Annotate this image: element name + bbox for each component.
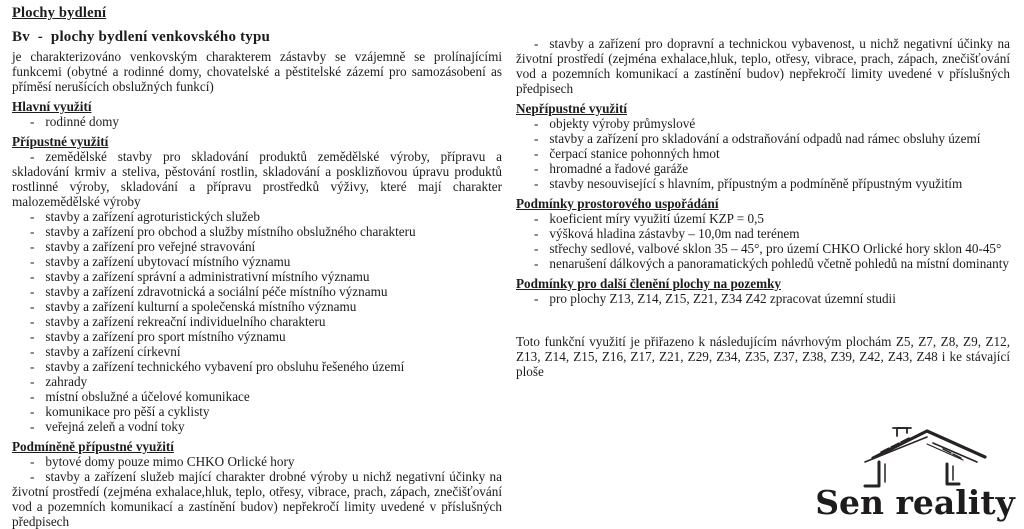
heading-nepripustne-vyuziti: Nepřípustné využití xyxy=(516,101,627,116)
list-item-nepripustne-0: - objekty výroby průmyslové xyxy=(516,116,1010,131)
list-item-podminky-prostor-2: - střechy sedlové, valbové sklon 35 – 45°, pro území CHKO Orlické hory sklon 40-45° xyxy=(516,241,1010,256)
heading-pripustne-vyuziti: Přípustné využití xyxy=(12,134,109,149)
list-item-pripustne-3: - stavby a zařízení pro veřejné stravování xyxy=(12,239,502,254)
list-item-pripustne-5: - stavby a zařízení správní a administrativní místního významu xyxy=(12,269,502,284)
list-item-nepripustne-1: - stavby a zařízení pro skladování a odstraňování odpadů nad rámec obsluhy území xyxy=(516,131,1010,146)
heading-hlavni-vyuziti: Hlavní využití xyxy=(12,99,92,114)
list-item-podminky-prostor-0: - koeficient míry využití území KZP = 0,5 xyxy=(516,211,1010,226)
sen-reality-logo xyxy=(812,424,1018,524)
left-column xyxy=(12,0,502,529)
list-item-podminene-2: - stavby a zařízení pro dopravní a technickou vybavenost, u nichž negativní účinky na životní prostředí (zejména exhalace,hluk, teplo, otřesy, vibrace, prach, zápach, znečišťování vod a pozemních komunikací a zastínění budov) nepřekročí limity uvedené v příslušných předpisech xyxy=(516,36,1010,96)
list-item-pripustne-7: - stavby a zařízení kulturní a společenská místního významu xyxy=(12,299,502,314)
list-item-pripustne-2: - stavby a zařízení pro obchod a služby místního obslužného charakteru xyxy=(12,224,502,239)
list-item-hlavni-0: - rodinné domy xyxy=(12,114,502,129)
intro-paragraph: je charakterizováno venkovským charakterem zástavby se vzájemně se prolínajícími funkcemi (obytné a rodinné domy, chovatelské a pěstitelské zázemí pro samozásobení as příměsí nerušících obslužných funkcí) xyxy=(12,49,502,94)
list-item-nepripustne-4: - stavby nesouvisející s hlavním, přípustným a podmíněně přípustným využitím xyxy=(516,176,1010,191)
right-column xyxy=(516,0,1010,379)
list-item-podminky-prostor-3: - nenarušení dálkových a panoramatických pohledů včetně pohledů na místní dominanty xyxy=(516,256,1010,271)
list-item-pripustne-6: - stavby a zařízení zdravotnická a sociální péče místního významu xyxy=(12,284,502,299)
page-title: Plochy bydlení xyxy=(12,5,107,21)
list-item-pripustne-9: - stavby a zařízení pro sport místního významu xyxy=(12,329,502,344)
zone-code-title: Bv - plochy bydlení venkovského typu xyxy=(12,29,271,45)
closing-paragraph: Toto funkční využití je přiřazeno k následujícím návrhovým plochám Z5, Z7, Z8, Z9, Z12, Z13, Z14, Z15, Z16, Z17, Z21, Z29, Z34, Z35, Z37, Z38, Z39, Z42, Z43, Z48 i ke stávající ploše xyxy=(516,334,1010,379)
list-item-pripustne-1: - stavby a zařízení agroturistických služeb xyxy=(12,209,502,224)
list-item-pripustne-8: - stavby a zařízení rekreační individuelního charakteru xyxy=(12,314,502,329)
heading-podminene-pripustne-vyuziti: Podmíněně přípustné využití xyxy=(12,439,174,454)
list-item-nepripustne-3: - hromadné a řadové garáže xyxy=(516,161,1010,176)
list-item-podminene-1: - stavby a zařízení služeb mající charakter drobné výroby u nichž negativní účinky na životní prostředí (zejména exhalace,hluk, teplo, otřesy, vibrace, prach, zápach, znečišťování vod a pozemních komunikací a zastínění budov) nepřekročí limity uvedené v příslušných předpisech xyxy=(12,469,502,529)
list-item-nepripustne-2: - čerpací stanice pohonných hmot xyxy=(516,146,1010,161)
list-item-pripustne-12: - zahrady xyxy=(12,374,502,389)
logo-text: Sen reality xyxy=(815,483,1015,522)
heading-podminky-prostoroveho-usporadani: Podmínky prostorového uspořádání xyxy=(516,196,719,211)
list-item-pripustne-0: - zemědělské stavby pro skladování produktů zemědělské výroby, přípravu a skladování krmiv a steliva, pěstování rostlin, skladování a posklizňovou úpravu produktů rostlinné výroby, skladování a přípravu prostředků výživy, které mají charakter malozemědělské výroby xyxy=(12,149,502,209)
list-item-pripustne-14: - komunikace pro pěší a cyklisty xyxy=(12,404,502,419)
house-roof-icon xyxy=(835,424,995,492)
list-item-pripustne-4: - stavby a zařízení ubytovací místního významu xyxy=(12,254,502,269)
list-item-pripustne-13: - místní obslužné a účelové komunikace xyxy=(12,389,502,404)
list-item-podminene-0: - bytové domy pouze mimo CHKO Orlické hory xyxy=(12,454,502,469)
list-item-pripustne-10: - stavby a zařízení církevní xyxy=(12,344,502,359)
heading-podminky-cleneni-plochy: Podmínky pro další členění plochy na pozemky xyxy=(516,276,782,291)
list-item-podminky-prostor-1: - výšková hladina zástavby – 10,0m nad terénem xyxy=(516,226,1010,241)
list-item-podminky-cleneni-0: - pro plochy Z13, Z14, Z15, Z21, Z34 Z42 zpracovat územní studii xyxy=(516,291,1010,306)
list-item-pripustne-11: - stavby a zařízení technického vybavení pro obsluhu řešeného území xyxy=(12,359,502,374)
list-item-pripustne-15: - veřejná zeleň a vodní toky xyxy=(12,419,502,434)
